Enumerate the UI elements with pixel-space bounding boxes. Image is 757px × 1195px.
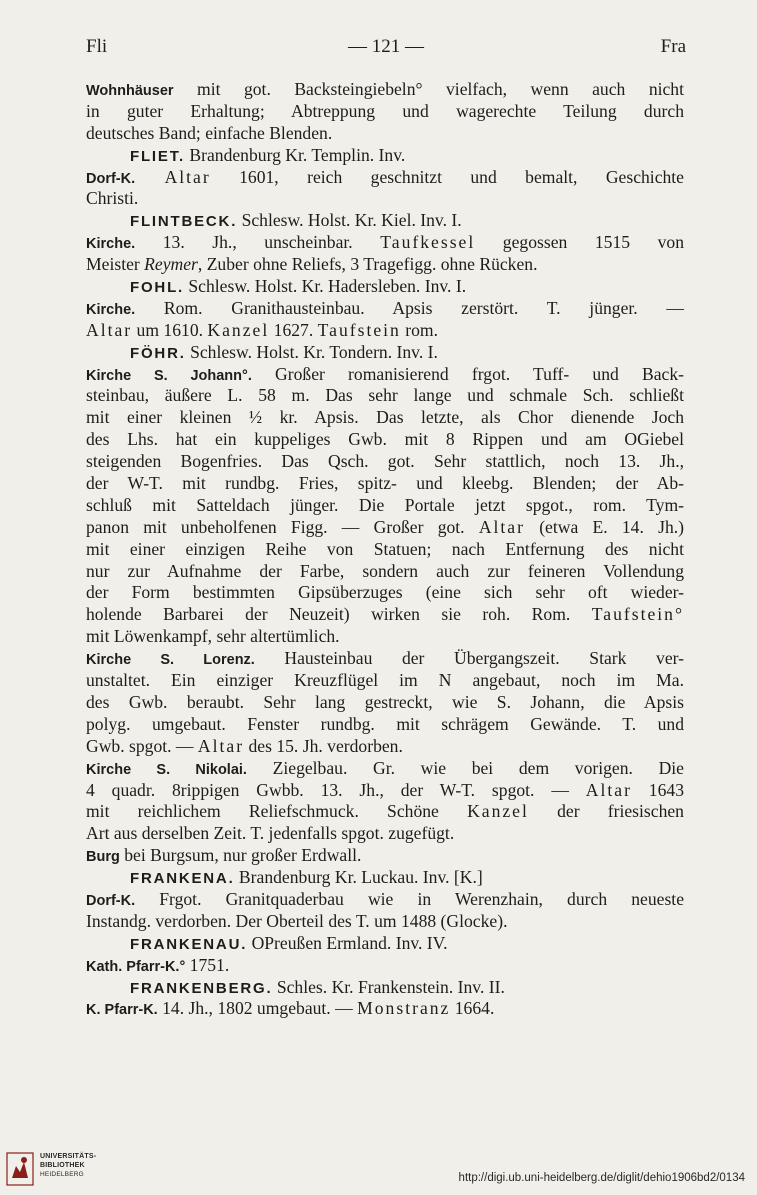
italic-name: Reymer xyxy=(144,254,198,275)
text-line xyxy=(86,232,684,254)
text-segment: mit einer einzigen Reihe von Statuen; nach Entfernung des nicht xyxy=(86,538,684,559)
text-segment: steinbau, äußere L. 58 m. Das sehr lange und schmale Sch. schließt xyxy=(86,385,684,406)
entry-label: Wohnhäuser xyxy=(86,83,174,99)
text-segment: OPreußen Ermland. Inv. IV. xyxy=(247,932,448,953)
library-logo xyxy=(6,1150,116,1190)
spaced-term: Altar xyxy=(585,779,632,800)
text-line xyxy=(86,823,684,845)
text-line xyxy=(86,561,684,583)
text-line xyxy=(86,692,684,714)
entry-label: Kirche. xyxy=(86,301,136,318)
text-segment: der W-T. mit rundbg. Fries, spitz- und kleebg. Blenden; der Ab- xyxy=(86,473,684,494)
text-segment: Gwb. spgot. — xyxy=(86,735,198,756)
library-name-line2: BIBLIOTHEK xyxy=(40,1162,85,1169)
place-name: FÖHR. xyxy=(130,344,186,362)
library-name xyxy=(40,1152,96,1179)
text-line xyxy=(86,582,684,604)
text-segment: Meister xyxy=(86,254,145,275)
entry-label: Kirche S. Nikolai. xyxy=(86,761,247,778)
text-segment: (etwa E. 14. Jh.) xyxy=(524,516,685,537)
text-line xyxy=(86,998,684,1020)
place-heading-line xyxy=(86,867,684,889)
text-segment: mit got. Backsteingiebeln° vielfach, wenn auch nicht xyxy=(173,79,684,99)
place-heading-line xyxy=(86,210,684,232)
text-segment: Christi. xyxy=(86,188,139,209)
body-text xyxy=(86,79,684,1020)
library-name-line3: HEIDELBERG xyxy=(40,1171,84,1178)
text-line xyxy=(86,101,684,123)
entry-label: K. Pfarr-K. xyxy=(86,1002,158,1019)
text-segment: panon mit unbeholfenen Figg. — Großer got. xyxy=(86,516,479,537)
spaced-term: Taufkessel xyxy=(380,232,476,253)
place-heading-line xyxy=(86,933,684,955)
text-segment: Brandenburg Kr. Templin. Inv. xyxy=(184,144,406,165)
text-segment: in guter Erhaltung; Abtreppung und wagerechte Teilung durch xyxy=(86,100,684,121)
text-segment: 1643 xyxy=(631,779,684,800)
text-segment: rom. xyxy=(400,319,438,340)
text-line xyxy=(86,889,684,911)
text-segment: der Form bestimmten Gipsüberzuges (eine sich sehr oft wieder- xyxy=(86,582,684,603)
text-segment: Rom. Granithausteinbau. Apsis zerstört. T. jünger. — xyxy=(135,297,684,318)
text-segment: gegossen 1515 von xyxy=(475,232,684,253)
place-name: FRANKENAU. xyxy=(130,935,248,953)
spaced-term: Altar xyxy=(86,319,133,340)
text-line xyxy=(86,79,684,101)
text-segment: holende Barbarei der Neuzeit) wirken sie roh. Rom. xyxy=(86,604,592,625)
text-segment: mit einer kleinen ½ kr. Apsis. Das letzte, als Chor dienende Joch xyxy=(86,407,684,428)
spaced-term: Altar xyxy=(135,166,211,187)
text-segment: schluß mit Satteldach jünger. Die Portale jetzt spgot., rom. Tym- xyxy=(86,494,684,515)
text-line xyxy=(86,604,684,626)
library-name-line1: UNIVERSITÄTS- xyxy=(40,1153,97,1160)
text-line xyxy=(86,188,684,210)
source-url[interactable]: http://digi.ub.uni-heidelberg.de/diglit/dehio1906bd2/0134 xyxy=(458,1172,745,1184)
text-line xyxy=(86,167,684,189)
text-segment: Art aus derselben Zeit. T. jedenfalls spgot. zugefügt. xyxy=(86,823,455,844)
text-segment: 14. Jh., 1802 umgebaut. — xyxy=(157,998,358,1019)
text-line xyxy=(86,364,684,386)
text-segment: Großer romanisierend frgot. Tuff- und Back- xyxy=(251,363,684,384)
text-segment: unstaltet. Ein einziger Kreuzflügel im N angebaut, noch im Ma. xyxy=(86,670,684,691)
place-heading-line xyxy=(86,342,684,364)
text-line xyxy=(86,626,684,648)
text-segment: 1627. xyxy=(269,319,318,340)
text-segment: des Gwb. beraubt. Sehr lang gestreckt, wie S. Johann, die Apsis xyxy=(86,691,684,712)
text-segment: nur zur Aufnahme der Farbe, sondern auch zur feineren Vollendung xyxy=(86,560,684,581)
text-line xyxy=(86,407,684,429)
text-line xyxy=(86,736,684,758)
text-line xyxy=(86,714,684,736)
place-name: FLIET. xyxy=(130,147,185,165)
text-line xyxy=(86,845,684,867)
text-segment: des Lhs. hat ein kuppeliges Gwb. mit 8 Rippen und am OGiebel xyxy=(86,429,684,450)
text-segment: Schlesw. Holst. Kr. Tondern. Inv. I. xyxy=(185,341,438,362)
place-name: FRANKENBERG. xyxy=(130,979,273,997)
spaced-term: Altar xyxy=(478,516,525,537)
place-name: FLINTBECK. xyxy=(130,213,238,231)
entry-label: Dorf-K. xyxy=(86,170,136,187)
text-line xyxy=(86,254,684,276)
text-segment: Schles. Kr. Frankenstein. Inv. II. xyxy=(272,976,505,997)
place-heading-line xyxy=(86,145,684,167)
header-left-keyword: Fli xyxy=(86,36,108,57)
text-segment: polyg. umgebaut. Fenster rundbg. mit schrägem Gewände. T. und xyxy=(86,713,684,734)
text-segment: Brandenburg Kr. Luckau. Inv. [K.] xyxy=(234,867,483,888)
place-heading-line xyxy=(86,977,684,999)
text-line xyxy=(86,780,684,802)
text-line xyxy=(86,955,684,977)
text-segment: Frgot. Granitquaderbau wie in Werenzhain, durch neueste xyxy=(135,888,684,909)
text-line xyxy=(86,429,684,451)
text-segment: , Zuber ohne Reliefs, 3 Tragefigg. ohne Rücken. xyxy=(197,254,538,275)
text-segment: steigenden Bogenfries. Das Qsch. got. Sehr stattlich, noch 13. Jh., xyxy=(86,451,684,472)
entry-label: Kirche S. Johann°. xyxy=(86,367,252,384)
text-segment: 1751. xyxy=(185,954,230,975)
text-segment: mit Löwenkampf, sehr altertümlich. xyxy=(86,626,340,647)
text-segment: Ziegelbau. Gr. wie bei dem vorigen. Die xyxy=(246,757,684,778)
text-segment: deutsches Band; einfache Blenden. xyxy=(86,122,333,143)
entry-label: Dorf-K. xyxy=(86,892,136,909)
text-line xyxy=(86,473,684,495)
text-line xyxy=(86,320,684,342)
text-segment: 4 quadr. 8rippigen Gwbb. 13. Jh., der W-T. spgot. — xyxy=(86,779,586,800)
spaced-term: Kanzel xyxy=(207,319,270,340)
entry-label: Kirche S. Lorenz. xyxy=(86,652,255,669)
text-segment: Instandg. verdorben. Der Oberteil des T. um 1488 (Glocke). xyxy=(86,910,508,931)
text-line xyxy=(86,495,684,517)
place-heading-line xyxy=(86,276,684,298)
text-segment: des 15. Jh. verdorben. xyxy=(244,735,403,756)
entry-label: Kirche. xyxy=(86,236,136,253)
text-line xyxy=(86,758,684,780)
text-line xyxy=(86,648,684,670)
entry-label: Burg xyxy=(86,849,120,866)
text-segment: 1601, reich geschnitzt und bemalt, Geschichte xyxy=(210,166,684,187)
text-segment: Schlesw. Holst. Kr. Hadersleben. Inv. I. xyxy=(184,276,467,297)
place-name: FRANKENA. xyxy=(130,870,235,888)
spaced-term: Taufstein xyxy=(317,319,401,340)
text-line xyxy=(86,123,684,145)
page-number: — 121 — xyxy=(348,36,424,57)
spaced-term: Taufstein° xyxy=(591,604,684,625)
spaced-term: Altar xyxy=(197,735,245,756)
text-line xyxy=(86,670,684,692)
spaced-term: Kanzel xyxy=(467,801,529,822)
entry-label: Kath. Pfarr-K.° xyxy=(86,958,186,975)
text-segment: 1664. xyxy=(450,998,495,1019)
text-line xyxy=(86,517,684,539)
text-segment: der friesischen xyxy=(528,801,684,822)
text-line xyxy=(86,451,684,473)
text-segment: Hausteinbau der Übergangszeit. Stark ver- xyxy=(254,648,684,669)
header-right-keyword: Fra xyxy=(660,36,686,57)
text-line xyxy=(86,385,684,407)
spaced-term: Monstranz xyxy=(357,998,451,1019)
text-segment: bei Burgsum, nur großer Erdwall. xyxy=(119,845,362,866)
text-segment: mit reichlichem Reliefschmuck. Schöne xyxy=(86,801,468,822)
text-line xyxy=(86,801,684,823)
running-header xyxy=(86,36,686,62)
text-segment: Schlesw. Holst. Kr. Kiel. Inv. I. xyxy=(237,210,462,231)
text-line xyxy=(86,539,684,561)
place-name: FOHL. xyxy=(130,279,184,297)
text-segment: 13. Jh., unscheinbar. xyxy=(135,232,381,253)
heidelberg-library-lion-icon xyxy=(6,1152,34,1186)
text-line xyxy=(86,911,684,933)
text-segment: um 1610. xyxy=(132,319,208,340)
text-line xyxy=(86,298,684,320)
